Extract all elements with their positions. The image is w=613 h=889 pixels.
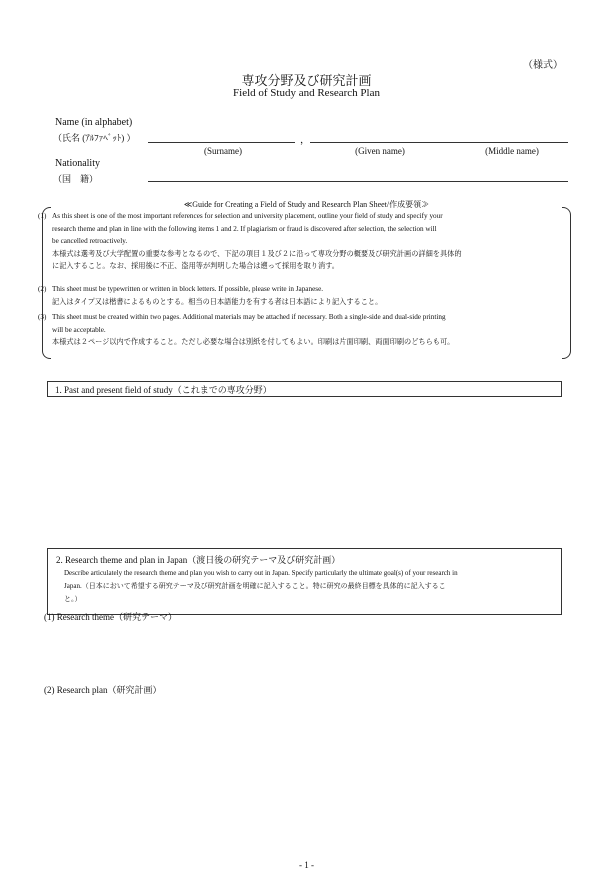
guide-text: As this sheet is one of the most important references for selection and university placement, outline your field of study and specify your [52, 212, 443, 220]
given-name-caption: (Given name) [355, 146, 405, 156]
section-1-answer-area[interactable] [47, 400, 562, 545]
surname-caption: (Surname) [204, 146, 242, 156]
name-label: Name (in alphabet) [55, 117, 133, 128]
guide-item-number: (3) [38, 313, 47, 321]
guide-title: ≪Guide for Creating a Field of Study and Research Plan Sheet/作成要領≫ [183, 200, 430, 209]
section-2-description [56, 567, 553, 606]
page-number: - 1 - [299, 860, 314, 870]
guide-text: 記入はタイプ又は楷書によるものとする。相当の日本語能力を有する者は日本語により記入すること。 [52, 297, 383, 306]
section-2-description-line: と。） [64, 595, 82, 603]
guide-text: 本様式は選考及び大学配置の重要な参考となるので、下記の項目１及び２に沿って専攻分野の概要及び研究計画の詳細を具体的 [52, 249, 462, 258]
nationality-label: Nationality [55, 158, 100, 169]
page-title-japanese: 専攻分野及び研究計画 [241, 73, 372, 88]
guide-text: This sheet must be created within two pages. Additional materials may be attached if necessary. Both a single-side and dual-side printing [52, 313, 446, 321]
nationality-sublabel: （国 籍） [53, 174, 99, 184]
research-plan-answer-area[interactable] [44, 698, 562, 848]
guide-text: will be acceptable. [52, 325, 106, 334]
page-title-english: Field of Study and Research Plan [233, 87, 380, 99]
research-plan-heading: (2) Research plan（研究計画） [44, 685, 162, 695]
surname-input-line[interactable] [148, 142, 295, 143]
guide-item-1 [38, 210, 564, 273]
nationality-input-line[interactable] [148, 181, 568, 182]
guide-text: This sheet must be typewritten or written in block letters. If possible, please write in Japanese. [52, 285, 324, 293]
guide-text: be cancelled retroactively. [52, 237, 128, 245]
guide-text: 本様式は２ページ以内で作成すること。ただし必要な場合は別紙を付してもよい。印刷は片面印刷、両面印刷のどちらも可。 [52, 338, 455, 346]
research-theme-answer-area[interactable] [44, 625, 562, 680]
guide-text: research theme and plan in line with the following items 1 and 2. If plagiarism or fraud is discovered after selection, the selection will [52, 224, 437, 233]
guide-item-3 [38, 311, 564, 349]
guide-item-number: (2) [38, 285, 47, 293]
middle-name-caption: (Middle name) [485, 146, 539, 156]
research-theme-heading: (1) Research theme（研究テーマ） [44, 612, 177, 622]
name-comma: ， [300, 135, 310, 146]
section-1-heading: 1. Past and present field of study（これまでの専攻分野） [47, 381, 562, 397]
guide-item-number: (1) [38, 212, 47, 220]
name-sublabel: （氏名 (ｱﾙﾌｧﾍﾞｯﾄ) ） [53, 133, 136, 143]
guide-text: に記入すること。なお、採用後に不正、盗用等が判明した場合は遡って採用を取り消す。 [52, 262, 339, 270]
section-2-heading-box [47, 548, 562, 615]
form-label: （様式） [523, 60, 563, 71]
section-2-description-line: Japan.（日本において希望する研究テーマ及び研究計画を明確に記入すること。特に研究の最終目標を具体的に記入するこ [64, 582, 446, 590]
given-middle-name-input-line[interactable] [310, 142, 568, 143]
section-2-description-line: Describe articulately the research theme and plan you wish to carry out in Japan. Specify particularly the ultimate goal(s) of your research in [64, 569, 458, 577]
guide-item-2 [38, 283, 564, 308]
section-2-heading: 2. Research theme and plan in Japan（渡日後の研究テーマ及び研究計画） [56, 555, 341, 565]
